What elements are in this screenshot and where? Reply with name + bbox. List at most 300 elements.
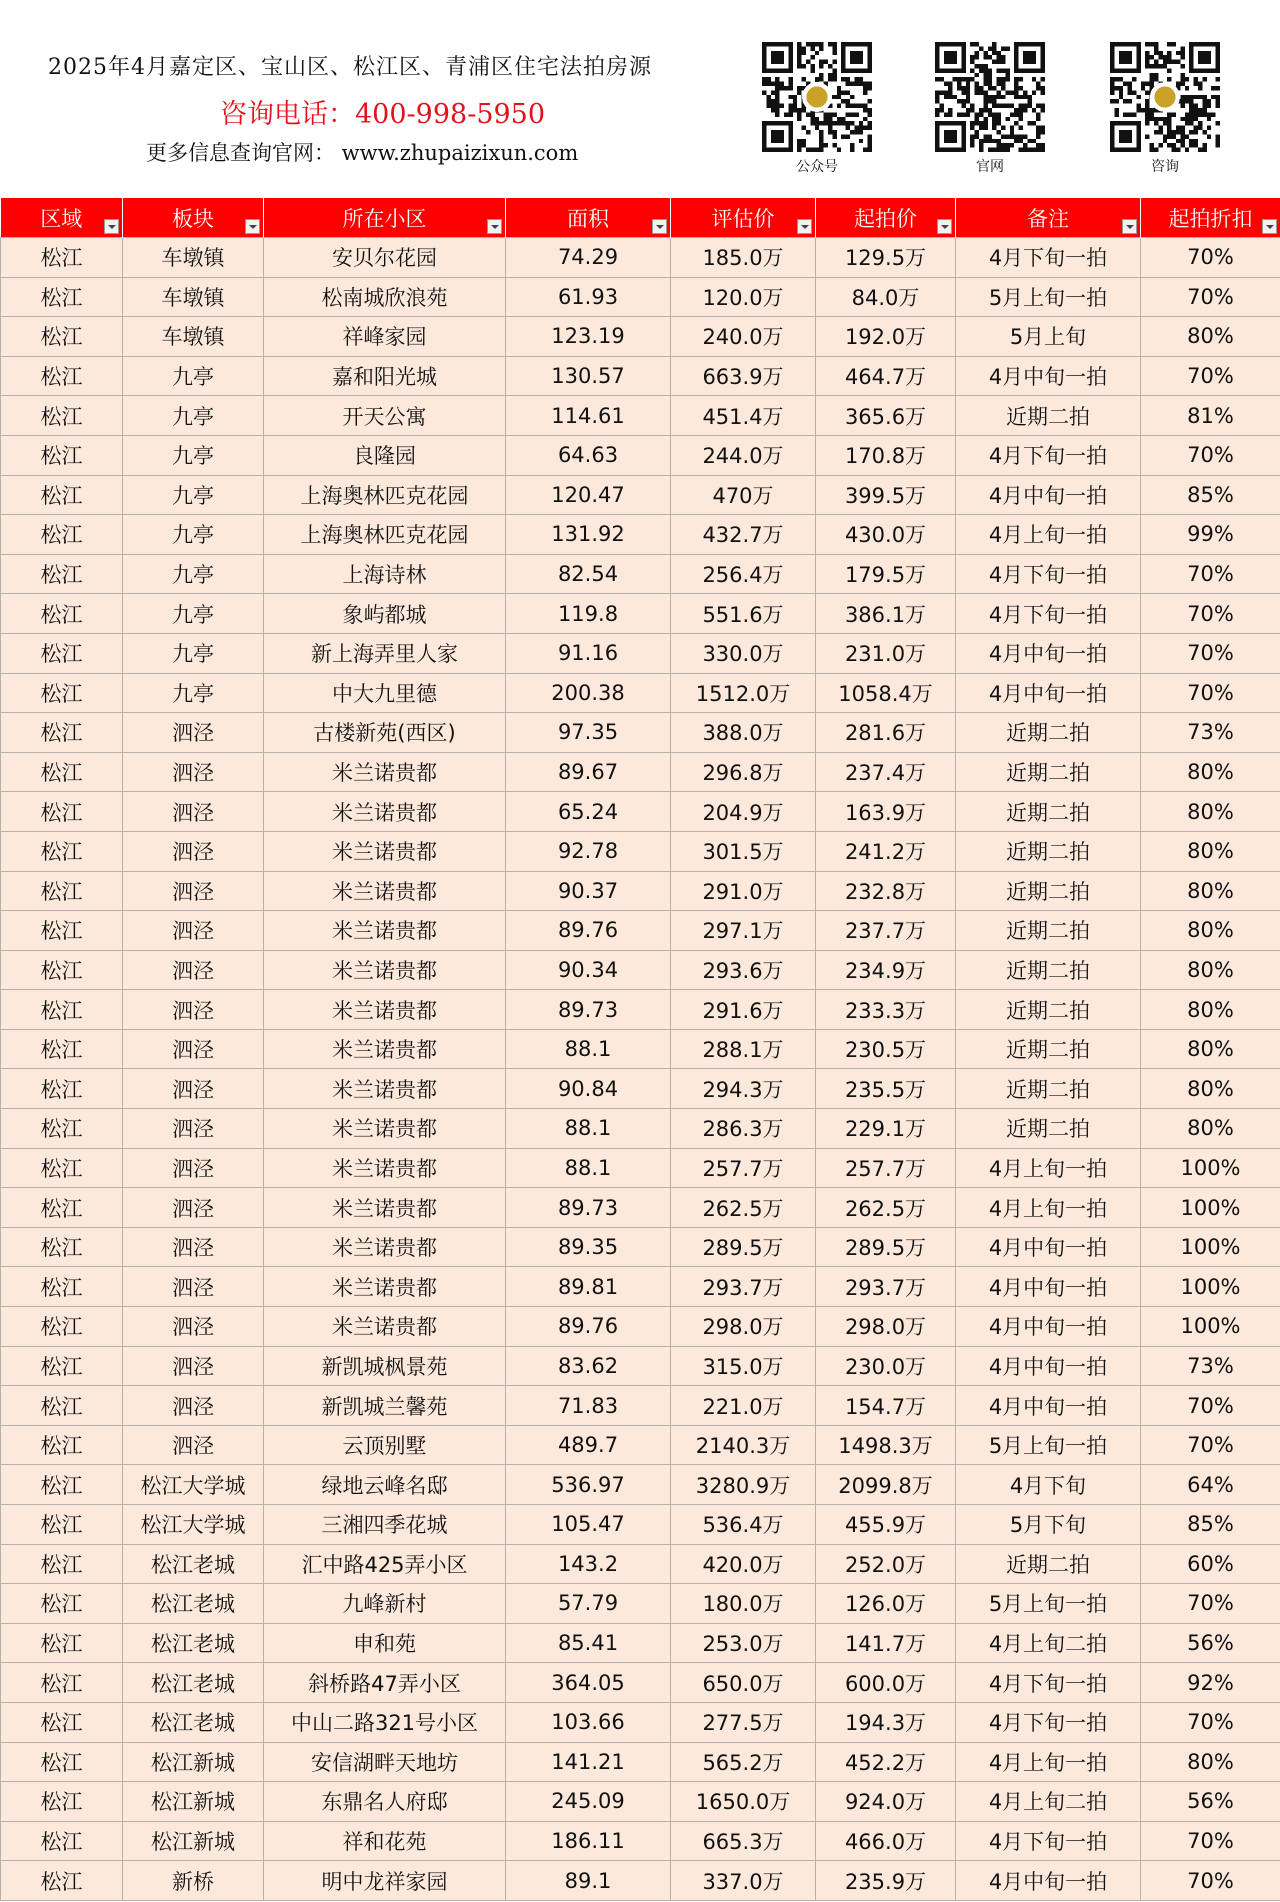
table-row — [1, 1861, 1280, 1901]
cell-sector: 泗泾 — [123, 1425, 264, 1465]
cell-discount: 80% — [1141, 1109, 1280, 1149]
cell-region: 松江 — [1, 475, 123, 515]
table-row — [1, 1544, 1280, 1584]
cell-appraisal: 297.1万 — [671, 911, 816, 951]
cell-start-price: 179.5万 — [816, 554, 956, 594]
cell-discount: 73% — [1141, 1346, 1280, 1386]
cell-sector: 泗泾 — [123, 1267, 264, 1307]
cell-community: 九峰新村 — [264, 1584, 506, 1624]
cell-start-price: 233.3万 — [816, 990, 956, 1030]
cell-remark: 4月中旬一拍 — [956, 633, 1141, 673]
cell-area: 89.1 — [506, 1861, 671, 1901]
cell-region: 松江 — [1, 1109, 123, 1149]
cell-area: 90.34 — [506, 950, 671, 990]
cell-sector: 九亭 — [123, 673, 264, 713]
cell-appraisal: 289.5万 — [671, 1227, 816, 1267]
cell-appraisal: 296.8万 — [671, 752, 816, 792]
cell-sector: 泗泾 — [123, 792, 264, 832]
cell-region: 松江 — [1, 1148, 123, 1188]
qr-caption: 官网 — [976, 159, 1004, 175]
cell-remark: 4月中旬一拍 — [956, 1861, 1141, 1901]
cell-area: 130.57 — [506, 356, 671, 396]
cell-region: 松江 — [1, 554, 123, 594]
cell-region: 松江 — [1, 1267, 123, 1307]
cell-remark: 5月上旬一拍 — [956, 277, 1141, 317]
cell-discount: 92% — [1141, 1663, 1280, 1703]
qr-code-icon — [935, 42, 1045, 152]
cell-remark: 4月上旬一拍 — [956, 515, 1141, 555]
cell-community: 米兰诺贵都 — [264, 1029, 506, 1069]
cell-community: 中大九里德 — [264, 673, 506, 713]
cell-area: 83.62 — [506, 1346, 671, 1386]
filter-dropdown-icon[interactable] — [937, 219, 952, 234]
cell-area: 103.66 — [506, 1702, 671, 1742]
cell-remark: 4月上旬一拍 — [956, 1188, 1141, 1228]
header-label: 面积 — [567, 206, 609, 231]
cell-region: 松江 — [1, 1821, 123, 1861]
filter-dropdown-icon[interactable] — [1262, 219, 1277, 234]
cell-start-price: 241.2万 — [816, 831, 956, 871]
qr-website — [935, 42, 1045, 176]
cell-remark: 5月下旬 — [956, 1505, 1141, 1545]
filter-dropdown-icon[interactable] — [652, 219, 667, 234]
cell-discount: 80% — [1141, 1029, 1280, 1069]
cell-remark: 4月下旬一拍 — [956, 1821, 1141, 1861]
cell-area: 200.38 — [506, 673, 671, 713]
table-row — [1, 871, 1280, 911]
cell-region: 松江 — [1, 1346, 123, 1386]
cell-region: 松江 — [1, 1029, 123, 1069]
cell-appraisal: 298.0万 — [671, 1307, 816, 1347]
table-row — [1, 1465, 1280, 1505]
cell-start-price: 386.1万 — [816, 594, 956, 634]
cell-region: 松江 — [1, 1188, 123, 1228]
header-label: 评估价 — [711, 206, 775, 231]
cell-appraisal: 388.0万 — [671, 713, 816, 753]
cell-remark: 4月下旬 — [956, 1465, 1141, 1505]
filter-dropdown-icon[interactable] — [104, 219, 119, 234]
cell-appraisal: 277.5万 — [671, 1702, 816, 1742]
cell-community: 米兰诺贵都 — [264, 752, 506, 792]
cell-start-price: 365.6万 — [816, 396, 956, 436]
cell-community: 米兰诺贵都 — [264, 990, 506, 1030]
cell-sector: 泗泾 — [123, 871, 264, 911]
cell-start-price: 455.9万 — [816, 1505, 956, 1545]
website-info[interactable]: 更多信息查询官网： www.zhupaizixun.com — [146, 141, 579, 165]
cell-community: 米兰诺贵都 — [264, 1267, 506, 1307]
cell-discount: 70% — [1141, 356, 1280, 396]
table-row — [1, 950, 1280, 990]
table-row — [1, 594, 1280, 634]
cell-region: 松江 — [1, 633, 123, 673]
table-row — [1, 713, 1280, 753]
cell-remark: 4月中旬一拍 — [956, 1307, 1141, 1347]
cell-area: 89.76 — [506, 911, 671, 951]
cell-start-price: 293.7万 — [816, 1267, 956, 1307]
cell-sector: 松江大学城 — [123, 1465, 264, 1505]
qr-code-icon — [1110, 42, 1220, 152]
cell-appraisal: 470万 — [671, 475, 816, 515]
cell-discount: 70% — [1141, 277, 1280, 317]
header-discount — [1141, 198, 1280, 238]
cell-sector: 松江新城 — [123, 1742, 264, 1782]
cell-area: 120.47 — [506, 475, 671, 515]
header-start-price — [816, 198, 956, 238]
table-row — [1, 1425, 1280, 1465]
cell-discount: 85% — [1141, 475, 1280, 515]
cell-region: 松江 — [1, 1782, 123, 1822]
cell-area: 64.63 — [506, 435, 671, 475]
cell-region: 松江 — [1, 238, 123, 278]
table-row — [1, 1307, 1280, 1347]
cell-community: 汇中路425弄小区 — [264, 1544, 506, 1584]
qr-official-account — [762, 42, 872, 176]
cell-community: 米兰诺贵都 — [264, 871, 506, 911]
cell-remark: 近期二拍 — [956, 396, 1141, 436]
cell-remark: 近期二拍 — [956, 1109, 1141, 1149]
table-row — [1, 356, 1280, 396]
cell-appraisal: 293.6万 — [671, 950, 816, 990]
cell-region: 松江 — [1, 1069, 123, 1109]
cell-appraisal: 294.3万 — [671, 1069, 816, 1109]
page-header — [0, 0, 1280, 195]
cell-start-price: 399.5万 — [816, 475, 956, 515]
cell-start-price: 163.9万 — [816, 792, 956, 832]
cell-area: 88.1 — [506, 1029, 671, 1069]
cell-appraisal: 663.9万 — [671, 356, 816, 396]
table-row — [1, 1227, 1280, 1267]
cell-discount: 80% — [1141, 990, 1280, 1030]
cell-start-price: 170.8万 — [816, 435, 956, 475]
cell-remark: 5月上旬一拍 — [956, 1584, 1141, 1624]
table-row — [1, 515, 1280, 555]
cell-community: 新上海弄里人家 — [264, 633, 506, 673]
table-row — [1, 1663, 1280, 1703]
cell-remark: 近期二拍 — [956, 911, 1141, 951]
cell-region: 松江 — [1, 950, 123, 990]
cell-appraisal: 420.0万 — [671, 1544, 816, 1584]
cell-area: 74.29 — [506, 238, 671, 278]
cell-area: 88.1 — [506, 1109, 671, 1149]
cell-appraisal: 286.3万 — [671, 1109, 816, 1149]
cell-sector: 松江新城 — [123, 1821, 264, 1861]
cell-start-price: 234.9万 — [816, 950, 956, 990]
cell-appraisal: 551.6万 — [671, 594, 816, 634]
cell-remark: 4月中旬一拍 — [956, 1386, 1141, 1426]
cell-community: 古楼新苑(西区) — [264, 713, 506, 753]
header-label: 起拍价 — [854, 206, 917, 231]
cell-community: 开天公寓 — [264, 396, 506, 436]
cell-area: 71.83 — [506, 1386, 671, 1426]
cell-area: 119.8 — [506, 594, 671, 634]
cell-appraisal: 180.0万 — [671, 1584, 816, 1624]
cell-region: 松江 — [1, 1544, 123, 1584]
header-sector — [123, 198, 264, 238]
cell-sector: 泗泾 — [123, 1148, 264, 1188]
cell-area: 131.92 — [506, 515, 671, 555]
cell-area: 89.35 — [506, 1227, 671, 1267]
cell-discount: 70% — [1141, 633, 1280, 673]
filter-dropdown-icon[interactable] — [245, 219, 260, 234]
cell-start-price: 154.7万 — [816, 1386, 956, 1426]
table-row — [1, 752, 1280, 792]
cell-remark: 4月中旬一拍 — [956, 356, 1141, 396]
cell-start-price: 232.8万 — [816, 871, 956, 911]
cell-region: 松江 — [1, 317, 123, 357]
table-row — [1, 435, 1280, 475]
cell-appraisal: 256.4万 — [671, 554, 816, 594]
consult-phone[interactable]: 咨询电话：400-998-5950 — [220, 99, 546, 130]
cell-appraisal: 301.5万 — [671, 831, 816, 871]
cell-community: 米兰诺贵都 — [264, 1109, 506, 1149]
cell-community: 米兰诺贵都 — [264, 1148, 506, 1188]
cell-community: 绿地云峰名邸 — [264, 1465, 506, 1505]
cell-region: 松江 — [1, 1663, 123, 1703]
table-row — [1, 1821, 1280, 1861]
cell-community: 祥和花苑 — [264, 1821, 506, 1861]
cell-community: 上海奥林匹克花园 — [264, 475, 506, 515]
cell-appraisal: 432.7万 — [671, 515, 816, 555]
auction-listing-table — [0, 198, 1280, 1901]
cell-start-price: 1058.4万 — [816, 673, 956, 713]
cell-remark: 4月中旬一拍 — [956, 475, 1141, 515]
cell-community: 米兰诺贵都 — [264, 950, 506, 990]
cell-remark: 4月上旬一拍 — [956, 1742, 1141, 1782]
cell-sector: 泗泾 — [123, 950, 264, 990]
cell-area: 65.24 — [506, 792, 671, 832]
cell-region: 松江 — [1, 1227, 123, 1267]
cell-region: 松江 — [1, 871, 123, 911]
cell-remark: 4月中旬一拍 — [956, 1346, 1141, 1386]
cell-start-price: 452.2万 — [816, 1742, 956, 1782]
cell-region: 松江 — [1, 911, 123, 951]
cell-sector: 松江新城 — [123, 1782, 264, 1822]
cell-sector: 泗泾 — [123, 1307, 264, 1347]
cell-appraisal: 451.4万 — [671, 396, 816, 436]
cell-sector: 泗泾 — [123, 1346, 264, 1386]
cell-area: 114.61 — [506, 396, 671, 436]
cell-start-price: 230.5万 — [816, 1029, 956, 1069]
cell-sector: 九亭 — [123, 435, 264, 475]
cell-appraisal: 536.4万 — [671, 1505, 816, 1545]
table-row — [1, 1029, 1280, 1069]
cell-appraisal: 1512.0万 — [671, 673, 816, 713]
cell-remark: 4月下旬一拍 — [956, 238, 1141, 278]
cell-remark: 近期二拍 — [956, 1029, 1141, 1069]
table-row — [1, 396, 1280, 436]
cell-discount: 81% — [1141, 396, 1280, 436]
header-label: 起拍折扣 — [1168, 206, 1253, 231]
table-row — [1, 1386, 1280, 1426]
table-row — [1, 1267, 1280, 1307]
table-row — [1, 633, 1280, 673]
cell-appraisal: 257.7万 — [671, 1148, 816, 1188]
cell-appraisal: 120.0万 — [671, 277, 816, 317]
cell-area: 90.84 — [506, 1069, 671, 1109]
cell-region: 松江 — [1, 396, 123, 436]
table-row — [1, 1742, 1280, 1782]
cell-start-price: 230.0万 — [816, 1346, 956, 1386]
cell-area: 89.73 — [506, 990, 671, 1030]
cell-region: 松江 — [1, 990, 123, 1030]
cell-discount: 100% — [1141, 1188, 1280, 1228]
cell-community: 上海诗林 — [264, 554, 506, 594]
table-row — [1, 990, 1280, 1030]
filter-dropdown-icon[interactable] — [797, 219, 812, 234]
cell-community: 米兰诺贵都 — [264, 1069, 506, 1109]
cell-remark: 4月下旬一拍 — [956, 594, 1141, 634]
cell-remark: 4月下旬一拍 — [956, 554, 1141, 594]
cell-discount: 80% — [1141, 317, 1280, 357]
cell-appraisal: 204.9万 — [671, 792, 816, 832]
cell-sector: 九亭 — [123, 554, 264, 594]
cell-sector: 松江老城 — [123, 1702, 264, 1742]
cell-start-price: 237.7万 — [816, 911, 956, 951]
cell-community: 米兰诺贵都 — [264, 1227, 506, 1267]
cell-discount: 80% — [1141, 792, 1280, 832]
cell-remark: 近期二拍 — [956, 1544, 1141, 1584]
cell-community: 云顶别墅 — [264, 1425, 506, 1465]
cell-region: 松江 — [1, 1307, 123, 1347]
cell-area: 89.67 — [506, 752, 671, 792]
table-row — [1, 1505, 1280, 1545]
cell-area: 489.7 — [506, 1425, 671, 1465]
header-appraisal — [671, 198, 816, 238]
cell-region: 松江 — [1, 435, 123, 475]
cell-discount: 64% — [1141, 1465, 1280, 1505]
cell-area: 85.41 — [506, 1623, 671, 1663]
table-row — [1, 475, 1280, 515]
cell-discount: 73% — [1141, 713, 1280, 753]
header-label: 备注 — [1027, 206, 1069, 231]
cell-community: 嘉和阳光城 — [264, 356, 506, 396]
table-row — [1, 277, 1280, 317]
cell-discount: 80% — [1141, 1742, 1280, 1782]
table-row — [1, 1782, 1280, 1822]
cell-community: 新凯城枫景苑 — [264, 1346, 506, 1386]
cell-community: 上海奥林匹克花园 — [264, 515, 506, 555]
cell-sector: 泗泾 — [123, 1029, 264, 1069]
cell-community: 米兰诺贵都 — [264, 1188, 506, 1228]
cell-community: 中山二路321号小区 — [264, 1702, 506, 1742]
cell-area: 89.81 — [506, 1267, 671, 1307]
cell-sector: 车墩镇 — [123, 238, 264, 278]
cell-start-price: 430.0万 — [816, 515, 956, 555]
cell-remark: 近期二拍 — [956, 871, 1141, 911]
cell-start-price: 141.7万 — [816, 1623, 956, 1663]
cell-community: 米兰诺贵都 — [264, 831, 506, 871]
cell-area: 186.11 — [506, 1821, 671, 1861]
filter-dropdown-icon[interactable] — [1122, 219, 1137, 234]
cell-appraisal: 185.0万 — [671, 238, 816, 278]
cell-sector: 松江老城 — [123, 1584, 264, 1624]
header-community — [264, 198, 506, 238]
cell-start-price: 231.0万 — [816, 633, 956, 673]
cell-remark: 4月下旬一拍 — [956, 1663, 1141, 1703]
cell-sector: 泗泾 — [123, 1386, 264, 1426]
cell-discount: 70% — [1141, 1821, 1280, 1861]
cell-area: 89.76 — [506, 1307, 671, 1347]
cell-discount: 70% — [1141, 673, 1280, 713]
cell-region: 松江 — [1, 1425, 123, 1465]
cell-start-price: 464.7万 — [816, 356, 956, 396]
cell-appraisal: 240.0万 — [671, 317, 816, 357]
cell-region: 松江 — [1, 1742, 123, 1782]
cell-area: 536.97 — [506, 1465, 671, 1505]
cell-area: 61.93 — [506, 277, 671, 317]
cell-start-price: 126.0万 — [816, 1584, 956, 1624]
header-label: 区域 — [40, 206, 83, 231]
cell-region: 松江 — [1, 752, 123, 792]
table-row — [1, 317, 1280, 357]
cell-discount: 56% — [1141, 1623, 1280, 1663]
cell-community: 良隆园 — [264, 435, 506, 475]
cell-start-price: 194.3万 — [816, 1702, 956, 1742]
cell-region: 松江 — [1, 1465, 123, 1505]
cell-region: 松江 — [1, 277, 123, 317]
table-row — [1, 1346, 1280, 1386]
cell-start-price: 252.0万 — [816, 1544, 956, 1584]
cell-start-price: 600.0万 — [816, 1663, 956, 1703]
cell-sector: 九亭 — [123, 475, 264, 515]
cell-area: 88.1 — [506, 1148, 671, 1188]
cell-appraisal: 288.1万 — [671, 1029, 816, 1069]
cell-area: 91.16 — [506, 633, 671, 673]
cell-discount: 70% — [1141, 554, 1280, 594]
cell-appraisal: 293.7万 — [671, 1267, 816, 1307]
cell-community: 斜桥路47弄小区 — [264, 1663, 506, 1703]
cell-sector: 泗泾 — [123, 1227, 264, 1267]
cell-sector: 泗泾 — [123, 713, 264, 753]
table-row — [1, 554, 1280, 594]
cell-sector: 泗泾 — [123, 831, 264, 871]
filter-dropdown-icon[interactable] — [487, 219, 502, 234]
cell-community: 米兰诺贵都 — [264, 911, 506, 951]
cell-remark: 近期二拍 — [956, 752, 1141, 792]
cell-start-price: 281.6万 — [816, 713, 956, 753]
table-row — [1, 831, 1280, 871]
cell-community: 松南城欣浪苑 — [264, 277, 506, 317]
table-row — [1, 1702, 1280, 1742]
cell-appraisal: 244.0万 — [671, 435, 816, 475]
cell-sector: 车墩镇 — [123, 277, 264, 317]
cell-appraisal: 291.6万 — [671, 990, 816, 1030]
table-row — [1, 1109, 1280, 1149]
cell-discount: 70% — [1141, 594, 1280, 634]
table-row — [1, 1188, 1280, 1228]
cell-area: 105.47 — [506, 1505, 671, 1545]
cell-start-price: 1498.3万 — [816, 1425, 956, 1465]
cell-area: 92.78 — [506, 831, 671, 871]
header-remark — [956, 198, 1141, 238]
cell-appraisal: 665.3万 — [671, 1821, 816, 1861]
cell-community: 祥峰家园 — [264, 317, 506, 357]
cell-start-price: 2099.8万 — [816, 1465, 956, 1505]
cell-region: 松江 — [1, 1584, 123, 1624]
cell-community: 明中龙祥家园 — [264, 1861, 506, 1901]
cell-sector: 九亭 — [123, 594, 264, 634]
table-row — [1, 1623, 1280, 1663]
cell-discount: 80% — [1141, 871, 1280, 911]
table-row — [1, 238, 1280, 278]
cell-discount: 70% — [1141, 1386, 1280, 1426]
cell-region: 松江 — [1, 1623, 123, 1663]
cell-region: 松江 — [1, 515, 123, 555]
cell-remark: 4月上旬一拍 — [956, 1148, 1141, 1188]
cell-region: 松江 — [1, 356, 123, 396]
cell-remark: 近期二拍 — [956, 990, 1141, 1030]
cell-area: 90.37 — [506, 871, 671, 911]
